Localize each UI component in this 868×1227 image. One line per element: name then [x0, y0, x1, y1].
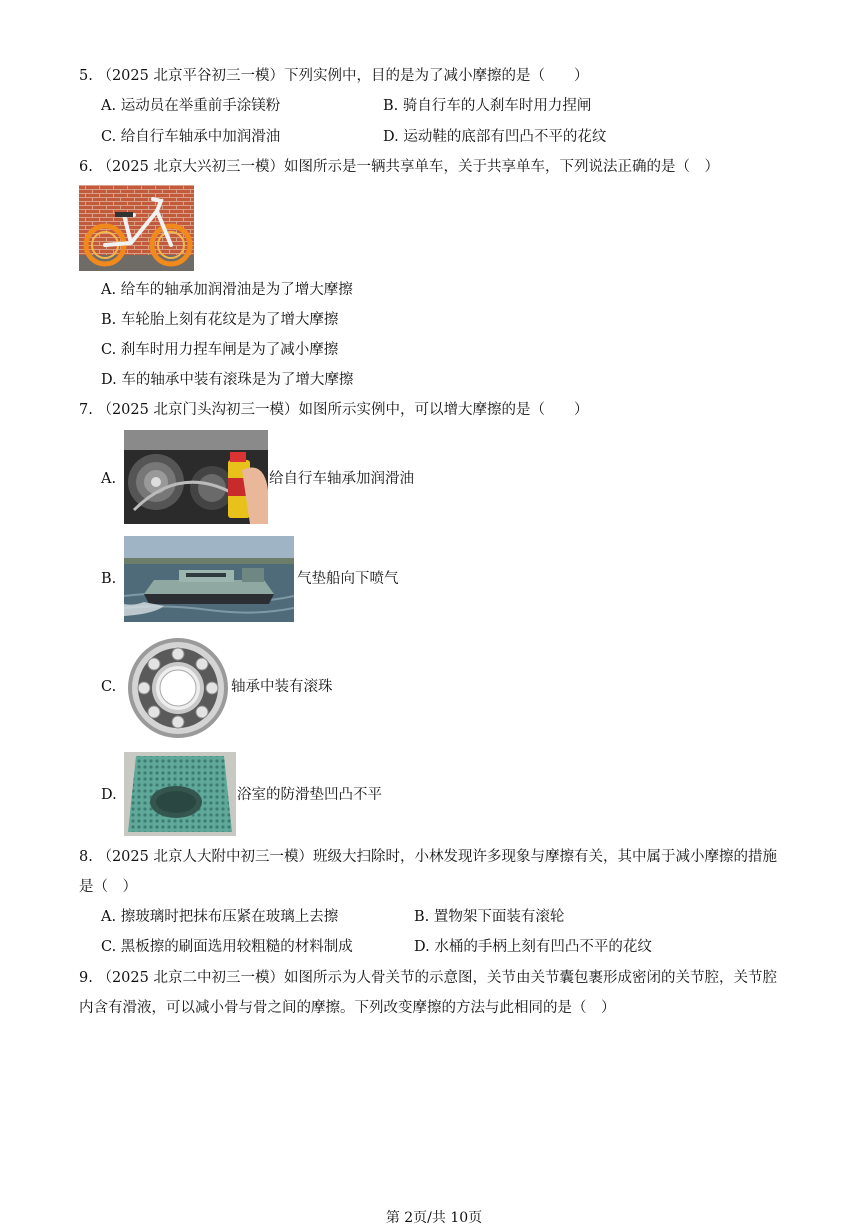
q6-option-b: B. 车轮胎上刻有花纹是为了增大摩擦 — [101, 312, 339, 328]
q5-option-a: A. 运动员在举重前手涂镁粉 — [101, 98, 281, 114]
q8-option-d: D. 水桶的手柄上刻有凹凸不平的花纹 — [414, 939, 652, 955]
q8-option-c: C. 黑板擦的刷面选用较粗糙的材料制成 — [101, 939, 353, 955]
q8-option-a: A. 擦玻璃时把抹布压紧在玻璃上去擦 — [101, 909, 339, 925]
q7-option-a-caption: 给自行车轴承加润滑油 — [269, 471, 414, 487]
anti-slip-mat-photo — [124, 752, 236, 836]
q7-option-d-letter: D. — [101, 787, 117, 803]
shared-bicycle-photo — [79, 185, 194, 271]
q5-stem: 5. （2025 北京平谷初三一模）下列实例中，目的是为了减小摩擦的是（ ） — [79, 68, 589, 84]
q6-stem: 6. （2025 北京大兴初三一模）如图所示是一辆共享单车，关于共享单车，下列说法正确的是（ ） — [79, 159, 719, 175]
q7-option-c-caption: 轴承中装有滚珠 — [231, 679, 333, 695]
q7-stem: 7. （2025 北京门头沟初三一模）如图所示实例中，可以增大摩擦的是（ ） — [79, 402, 589, 418]
q8-option-b: B. 置物架下面装有滚轮 — [414, 909, 565, 925]
q6-option-d: D. 车的轴承中装有滚珠是为了增大摩擦 — [101, 372, 354, 388]
hovercraft-photo — [124, 536, 294, 622]
q5-option-c: C. 给自行车轴承中加润滑油 — [101, 129, 281, 145]
q7-option-a-letter: A. — [101, 471, 117, 487]
q7-option-c-letter: C. — [101, 679, 117, 695]
q9-stem-line2: 内含有滑液，可以减小骨与骨之间的摩擦。下列改变摩擦的方法与此相同的是（ ） — [79, 1000, 616, 1016]
q8-stem-line2: 是（ ） — [79, 879, 137, 895]
q7-option-b-letter: B. — [101, 571, 117, 587]
ball-bearing-photo — [126, 636, 230, 740]
page-footer: 第 2页/共 10页 — [385, 1210, 483, 1226]
q5-option-d: D. 运动鞋的底部有凹凸不平的花纹 — [383, 129, 607, 145]
q7-option-d-caption: 浴室的防滑垫凹凸不平 — [237, 787, 382, 803]
q9-stem-line1: 9. （2025 北京二中初三一模）如图所示为人骨关节的示意图，关节由关节囊包裹形成密闭的关节腔，关节腔 — [79, 970, 777, 986]
q7-option-b-caption: 气垫船向下喷气 — [297, 571, 399, 587]
q5-option-b: B. 骑自行车的人刹车时用力捏闸 — [383, 98, 592, 114]
q6-option-a: A. 给车的轴承加润滑油是为了增大摩擦 — [101, 282, 353, 298]
bicycle-chain-spray-photo — [124, 430, 268, 524]
q8-stem-line1: 8. （2025 北京人大附中初三一模）班级大扫除时，小林发现许多现象与摩擦有关，其中属于减小摩擦的措施 — [79, 849, 777, 865]
q6-option-c: C. 刹车时用力捏车闸是为了减小摩擦 — [101, 342, 339, 358]
